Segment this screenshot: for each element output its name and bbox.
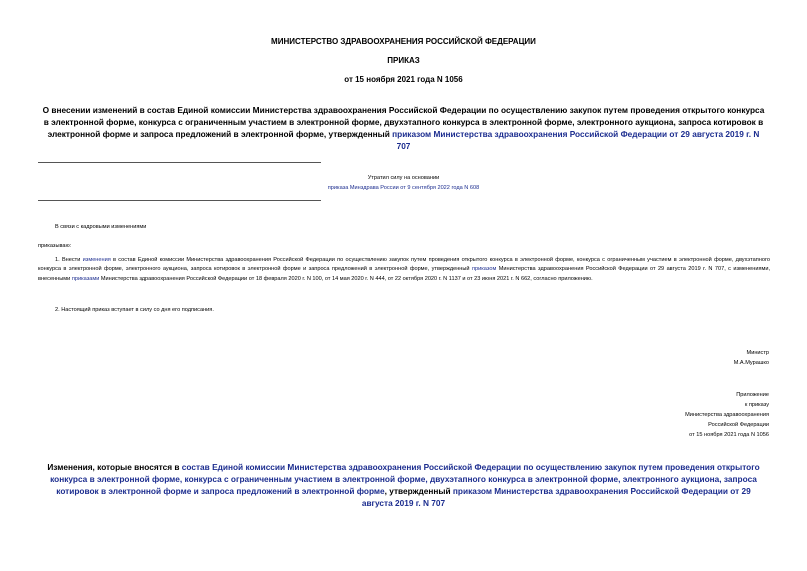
- ministry-heading: МИНИСТЕРСТВО ЗДРАВООХРАНЕНИЯ РОССИЙСКОЙ ФЕДЕРАЦИИ: [271, 37, 536, 46]
- expired-notice-line: Утратил силу на основании: [367, 175, 440, 181]
- appendix-line-3: Министерства здравоохранения: [685, 412, 769, 418]
- expired-notice-link[interactable]: приказа Минздрава России от 9 сентября 2022 года N 608: [327, 185, 480, 191]
- item-1-text-d: Министерства здравоохранения Российской Федерации от 18 февраля 2020 г. N 100, от 14 мая 2020 г. N 444, от 22 октября 2020 г. N 1137 и от 23 июня 2021 г. N 662, согласно приложению.: [99, 275, 593, 282]
- item-1-orders-link[interactable]: приказами: [71, 275, 100, 282]
- divider-top: [38, 162, 321, 163]
- changes-title-text-a: Изменения, которые вносятся в: [47, 462, 182, 472]
- changes-title: [40, 461, 767, 509]
- signature-name: М.А.Мурашко: [733, 360, 769, 366]
- item-1-text-b: в состав Единой комиссии Министерства здравоохранения Российской Федерации по осуществлению закупок путем проведения открытого конкурса в электронной форме, конкурса с ограниченным участием в электронной форме, двухэтапного конкурса в электронной форме, электронного аукциона, запроса котировок в электронной форме и запроса предложений в электронной форме, утвержденный: [38, 257, 770, 273]
- changes-title-text-b: , утвержденный: [384, 486, 453, 496]
- appendix-line-5: от 15 ноября 2021 года N 1056: [689, 432, 769, 438]
- doc-date: от 15 ноября 2021 года N 1056: [344, 75, 463, 84]
- item-1-text-a: 1. Внести: [55, 257, 83, 263]
- appendix-line-2: к приказу: [744, 402, 769, 408]
- appendix-line-1: Приложение: [736, 392, 769, 398]
- signature-position: Министр: [746, 350, 769, 356]
- item-1-text-c: Министерства здравоохранения Российской Федерации от 29 августа 2019 г. N 707, с изменениями, внесенными: [38, 266, 770, 282]
- appendix-line-4: Российской Федерации: [708, 422, 769, 428]
- item-2-paragraph: 2. Настоящий приказ вступает в силу со дня его подписания.: [55, 307, 214, 313]
- item-1-paragraph: [38, 256, 770, 284]
- divider-bottom: [38, 200, 321, 201]
- changes-title-commission-link[interactable]: состав Единой комиссии Министерства здравоохранения Российской Федерации по осуществлению закупок путем проведения открытого конкурса в электронной форме, конкурса с ограниченным участием в электронной форме, двухэтапного конкурса в электронной форме, электронного аукциона, запроса котировок в электронной форме и запроса предложений в электронной форме: [50, 462, 760, 496]
- title-order-link[interactable]: приказом Министерства здравоохранения Российской Федерации от 29 августа 2019 г. N 707: [392, 129, 760, 151]
- order-word: приказываю:: [38, 243, 72, 249]
- item-1-changes-link[interactable]: изменения: [82, 257, 111, 263]
- title-text: О внесении изменений в состав Единой комиссии Министерства здравоохранения Российской Федерации по осуществлению закупок путем проведения открытого конкурса в электронной форме, конкурса с ограниченным участием в электронной форме, двухэтапного конкурса в электронной форме, электронного аукциона, запроса котировок в электронной форме и запроса предложений в электронной форме, утвержденный: [42, 105, 765, 139]
- document-title: [40, 104, 767, 152]
- intro-text: В связи с кадровыми изменениями: [55, 224, 147, 230]
- item-1-order-link[interactable]: приказом: [471, 266, 497, 273]
- doc-type: ПРИКАЗ: [387, 56, 420, 65]
- changes-title-order-link[interactable]: приказом Министерства здравоохранения Российской Федерации от 29 августа 2019 г. N 707: [361, 486, 751, 508]
